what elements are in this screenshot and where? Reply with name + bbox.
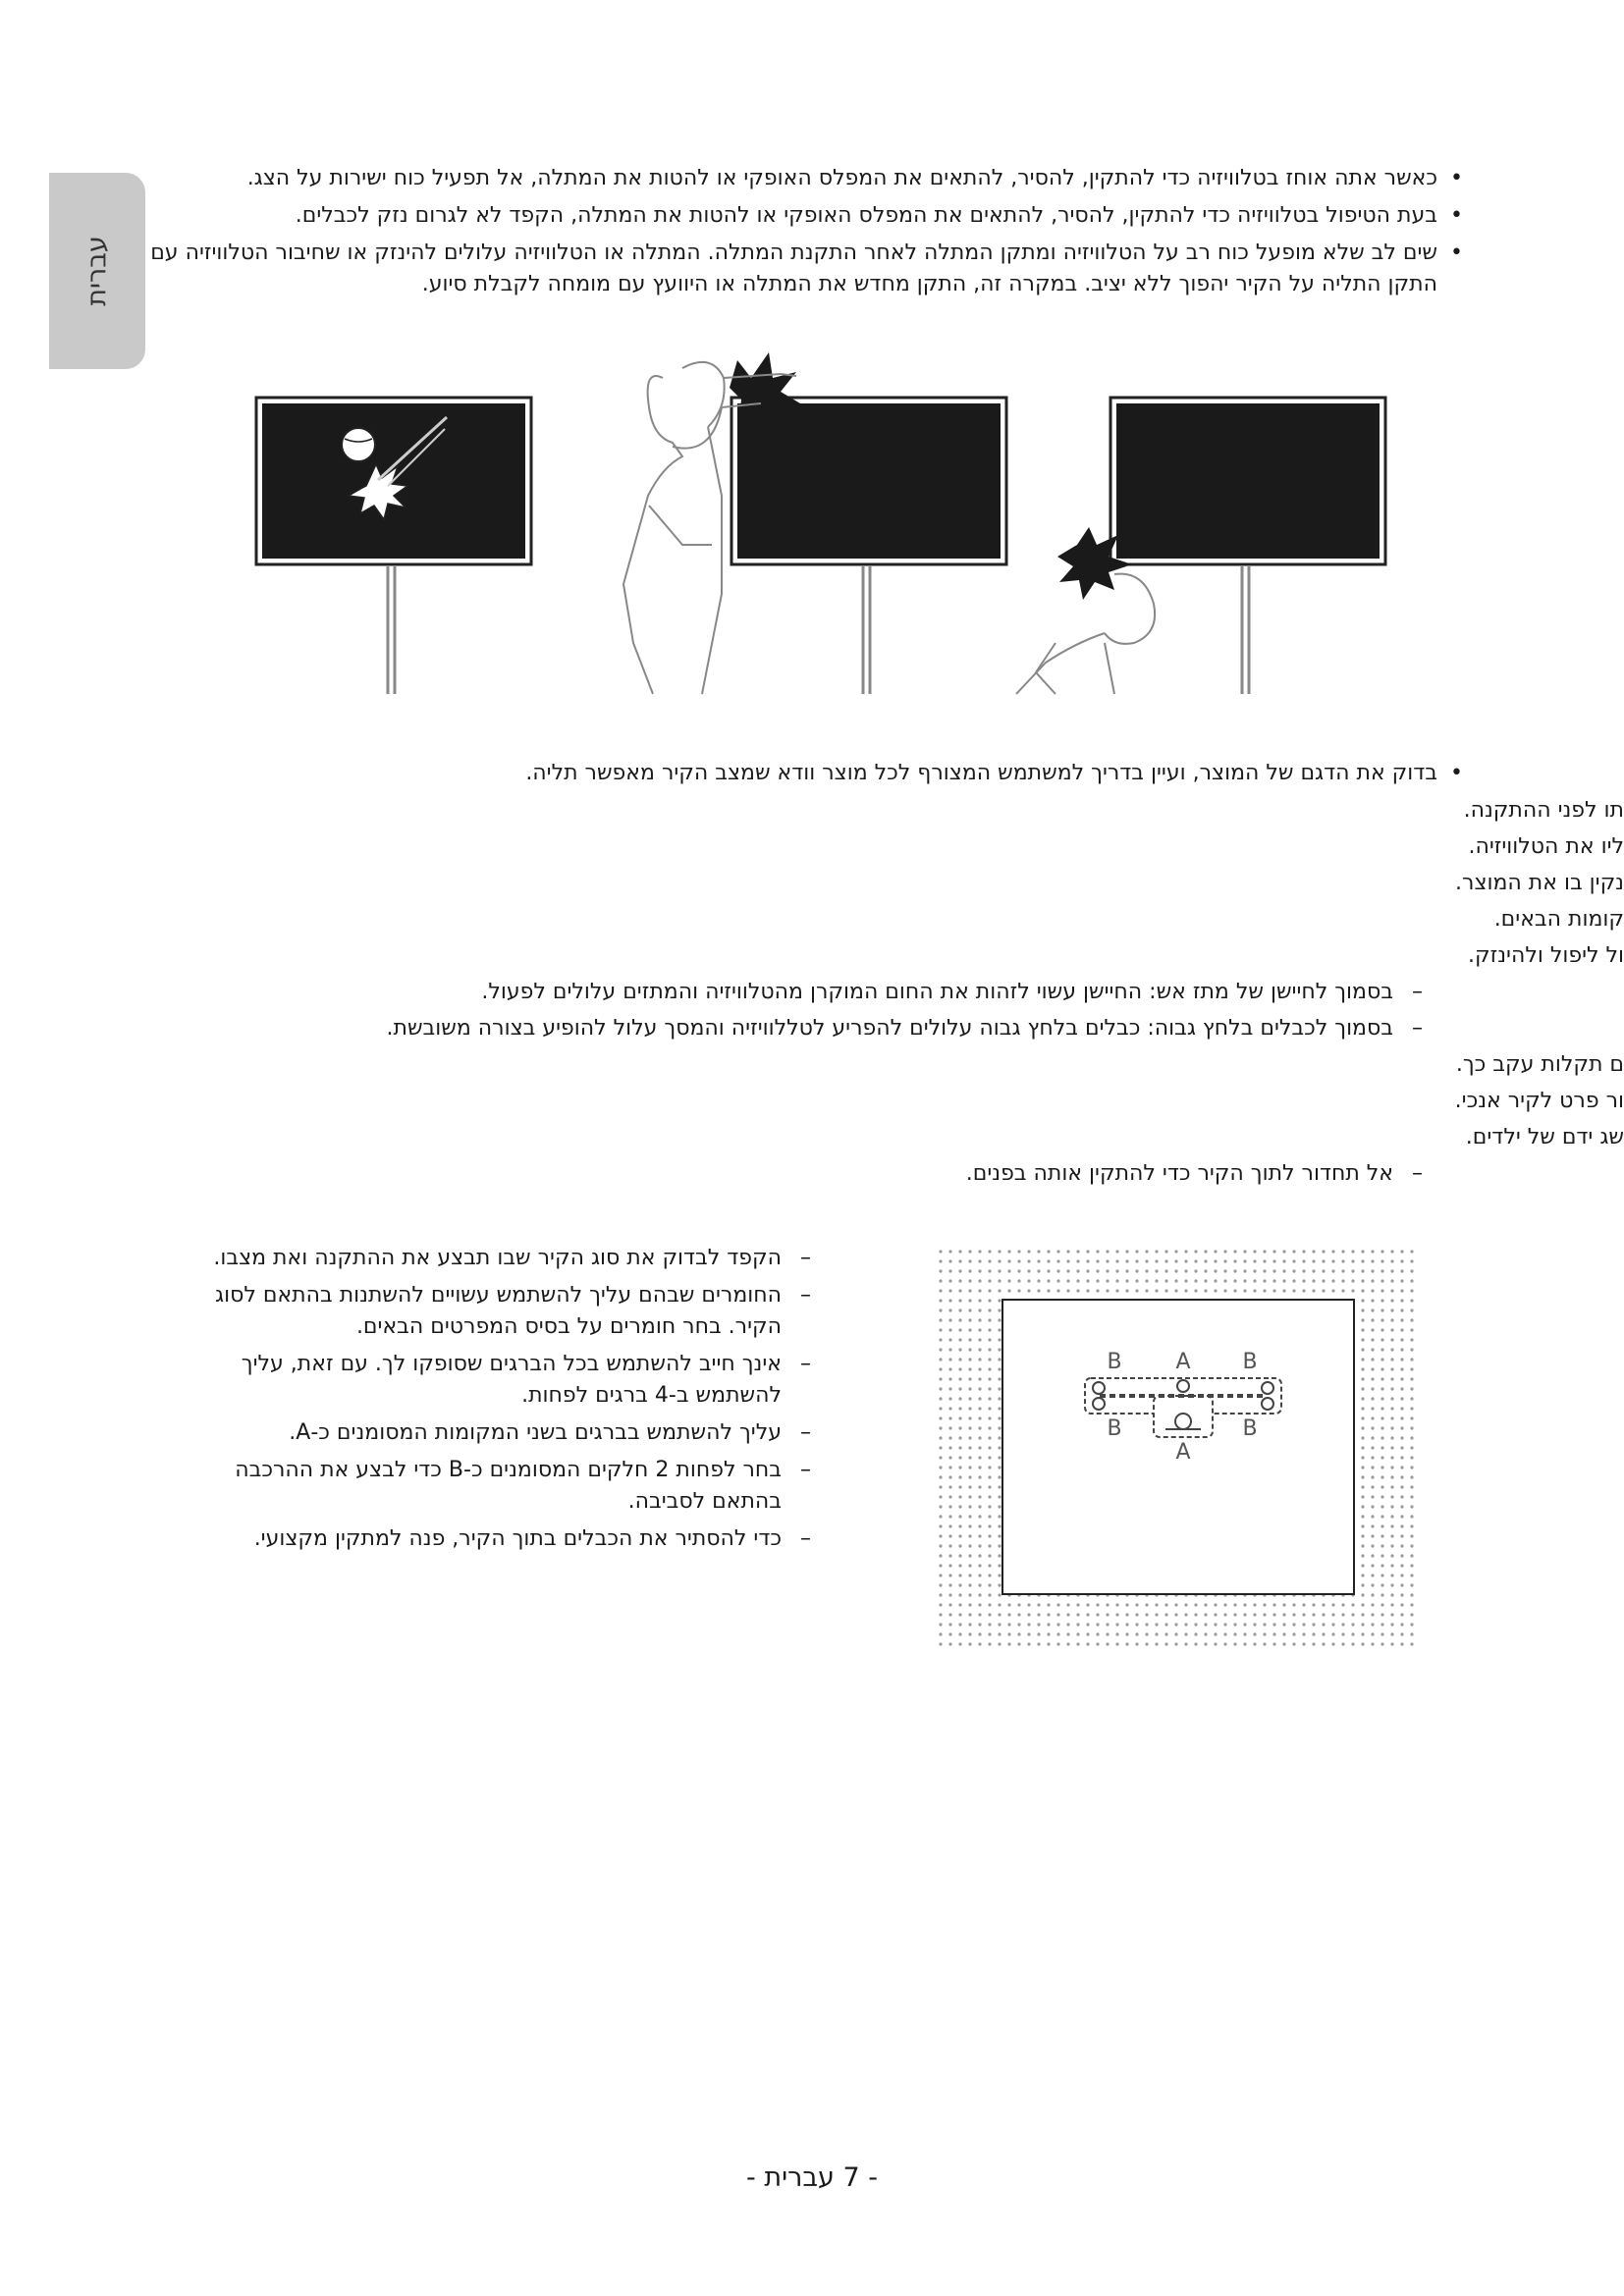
dash-item: – החומרים שבהם עליך להשתמש עשויים להשתנות בהתאם לסוג הקיר. בחר חומרים על בסיס המפרטים הבאים. bbox=[167, 1280, 811, 1343]
tv-left bbox=[256, 398, 531, 694]
dash-item: – בסמוך לחיישן של מתז אש: החיישן עשוי לזהות את החום המוקרן מהטלוויזיה והמתזים עלולים לפעול. bbox=[215, 977, 1423, 1008]
bullet-item: • בעת הטיפול בטלוויזיה כדי להתקין, להסיר, להתאים את המפלס האופקי או להטות את המתלה, הקפד לא לגרום נזק לכבלים. bbox=[149, 200, 1465, 232]
label-b: B bbox=[1107, 1350, 1122, 1374]
tv-center-person bbox=[623, 352, 1006, 694]
clipped-line: קומות הבאים. bbox=[1493, 907, 1624, 932]
tv-handling-illustration bbox=[250, 348, 1389, 702]
wall-mount-diagram bbox=[938, 1249, 1419, 1646]
clipped-line: שג ידם של ילדים. bbox=[1465, 1125, 1624, 1149]
tv-right bbox=[1016, 398, 1385, 694]
language-tab bbox=[49, 173, 145, 369]
check-model-bullet: • בדוק את הדגם של המוצר, ועיין בדריך למשתמש המצורף לכל מוצר וודא שמצב הקיר מאפשר תליה. bbox=[122, 758, 1465, 789]
clipped-line: ליו את הטלוויזיה. bbox=[1468, 834, 1624, 859]
dash-item: – כדי להסתיר את הכבלים בתוך הקיר, פנה למתקין מקצועי. bbox=[167, 1523, 811, 1555]
label-b: B bbox=[1107, 1416, 1122, 1441]
dash-item: – בחר לפחות 2 חלקים המסומנים כ-B כדי לבצע את ההרכבה בהתאם לסביבה. bbox=[167, 1455, 811, 1518]
clipped-line: נקין בו את המוצר. bbox=[1455, 871, 1624, 895]
clipped-line: ול ליפול ולהינזק. bbox=[1468, 943, 1624, 968]
dash-item: – אל תחדור לתוך הקיר כדי להתקין אותה בפנים. bbox=[215, 1158, 1423, 1190]
clipped-line: ם תקלות עקב כך. bbox=[1455, 1052, 1624, 1077]
clipped-line: ור פרט לקיר אנכי. bbox=[1454, 1089, 1624, 1113]
dash-item: – הקפד לבדוק את סוג הקיר שבו תבצע את ההתקנה ואת מצבו. bbox=[167, 1243, 811, 1274]
dash-item: – בסמוך לכבלים בלחץ גבוה: כבלים בלחץ גבוה עלולים להפריע לטללוויזיה והמסך עלול להופיע בצורה משובשת. bbox=[215, 1013, 1423, 1044]
label-b: B bbox=[1242, 1416, 1258, 1441]
clipped-line: תו לפני ההתקנה. bbox=[1463, 798, 1624, 823]
bullet-item: • שים לב שלא מופעל כוח רב על הטלוויזיה ומתקן המתלה לאחר התקנת המתלה. המתלה או הטלוויזיה עלולים להינזק או שחיבור הטלוויזיה עם התקן התליה על הקיר יהפוך ללא יציב. במקרה זה, התקן מחדש את המתלה או היוועץ עם מומחה לקבלת סיוע. bbox=[149, 238, 1465, 300]
dash-item: – עליך להשתמש בברגים בשני המקומות המסומנים כ-A. bbox=[167, 1417, 811, 1449]
language-tab-label: עברית bbox=[81, 236, 113, 306]
dash-item: – אינך חייב להשתמש בכל הברגים שסופקו לך. עם זאת, עליך להשתמש ב-4 ברגים לפחות. bbox=[167, 1349, 811, 1412]
label-b: B bbox=[1242, 1350, 1258, 1374]
wall-check-list bbox=[167, 1243, 811, 1561]
label-a: A bbox=[1175, 1350, 1191, 1374]
page-number: - 7 עברית - bbox=[746, 2163, 878, 2193]
label-a: A bbox=[1175, 1440, 1191, 1465]
bullet-item: • כאשר אתה אוחז בטלוויזיה כדי להתקין, להסיר, להתאים את המפלס האופקי או להטות את המתלה, אל תפעיל כוח ישירות על הצג. bbox=[149, 163, 1465, 194]
safety-bullet-list bbox=[149, 163, 1465, 306]
